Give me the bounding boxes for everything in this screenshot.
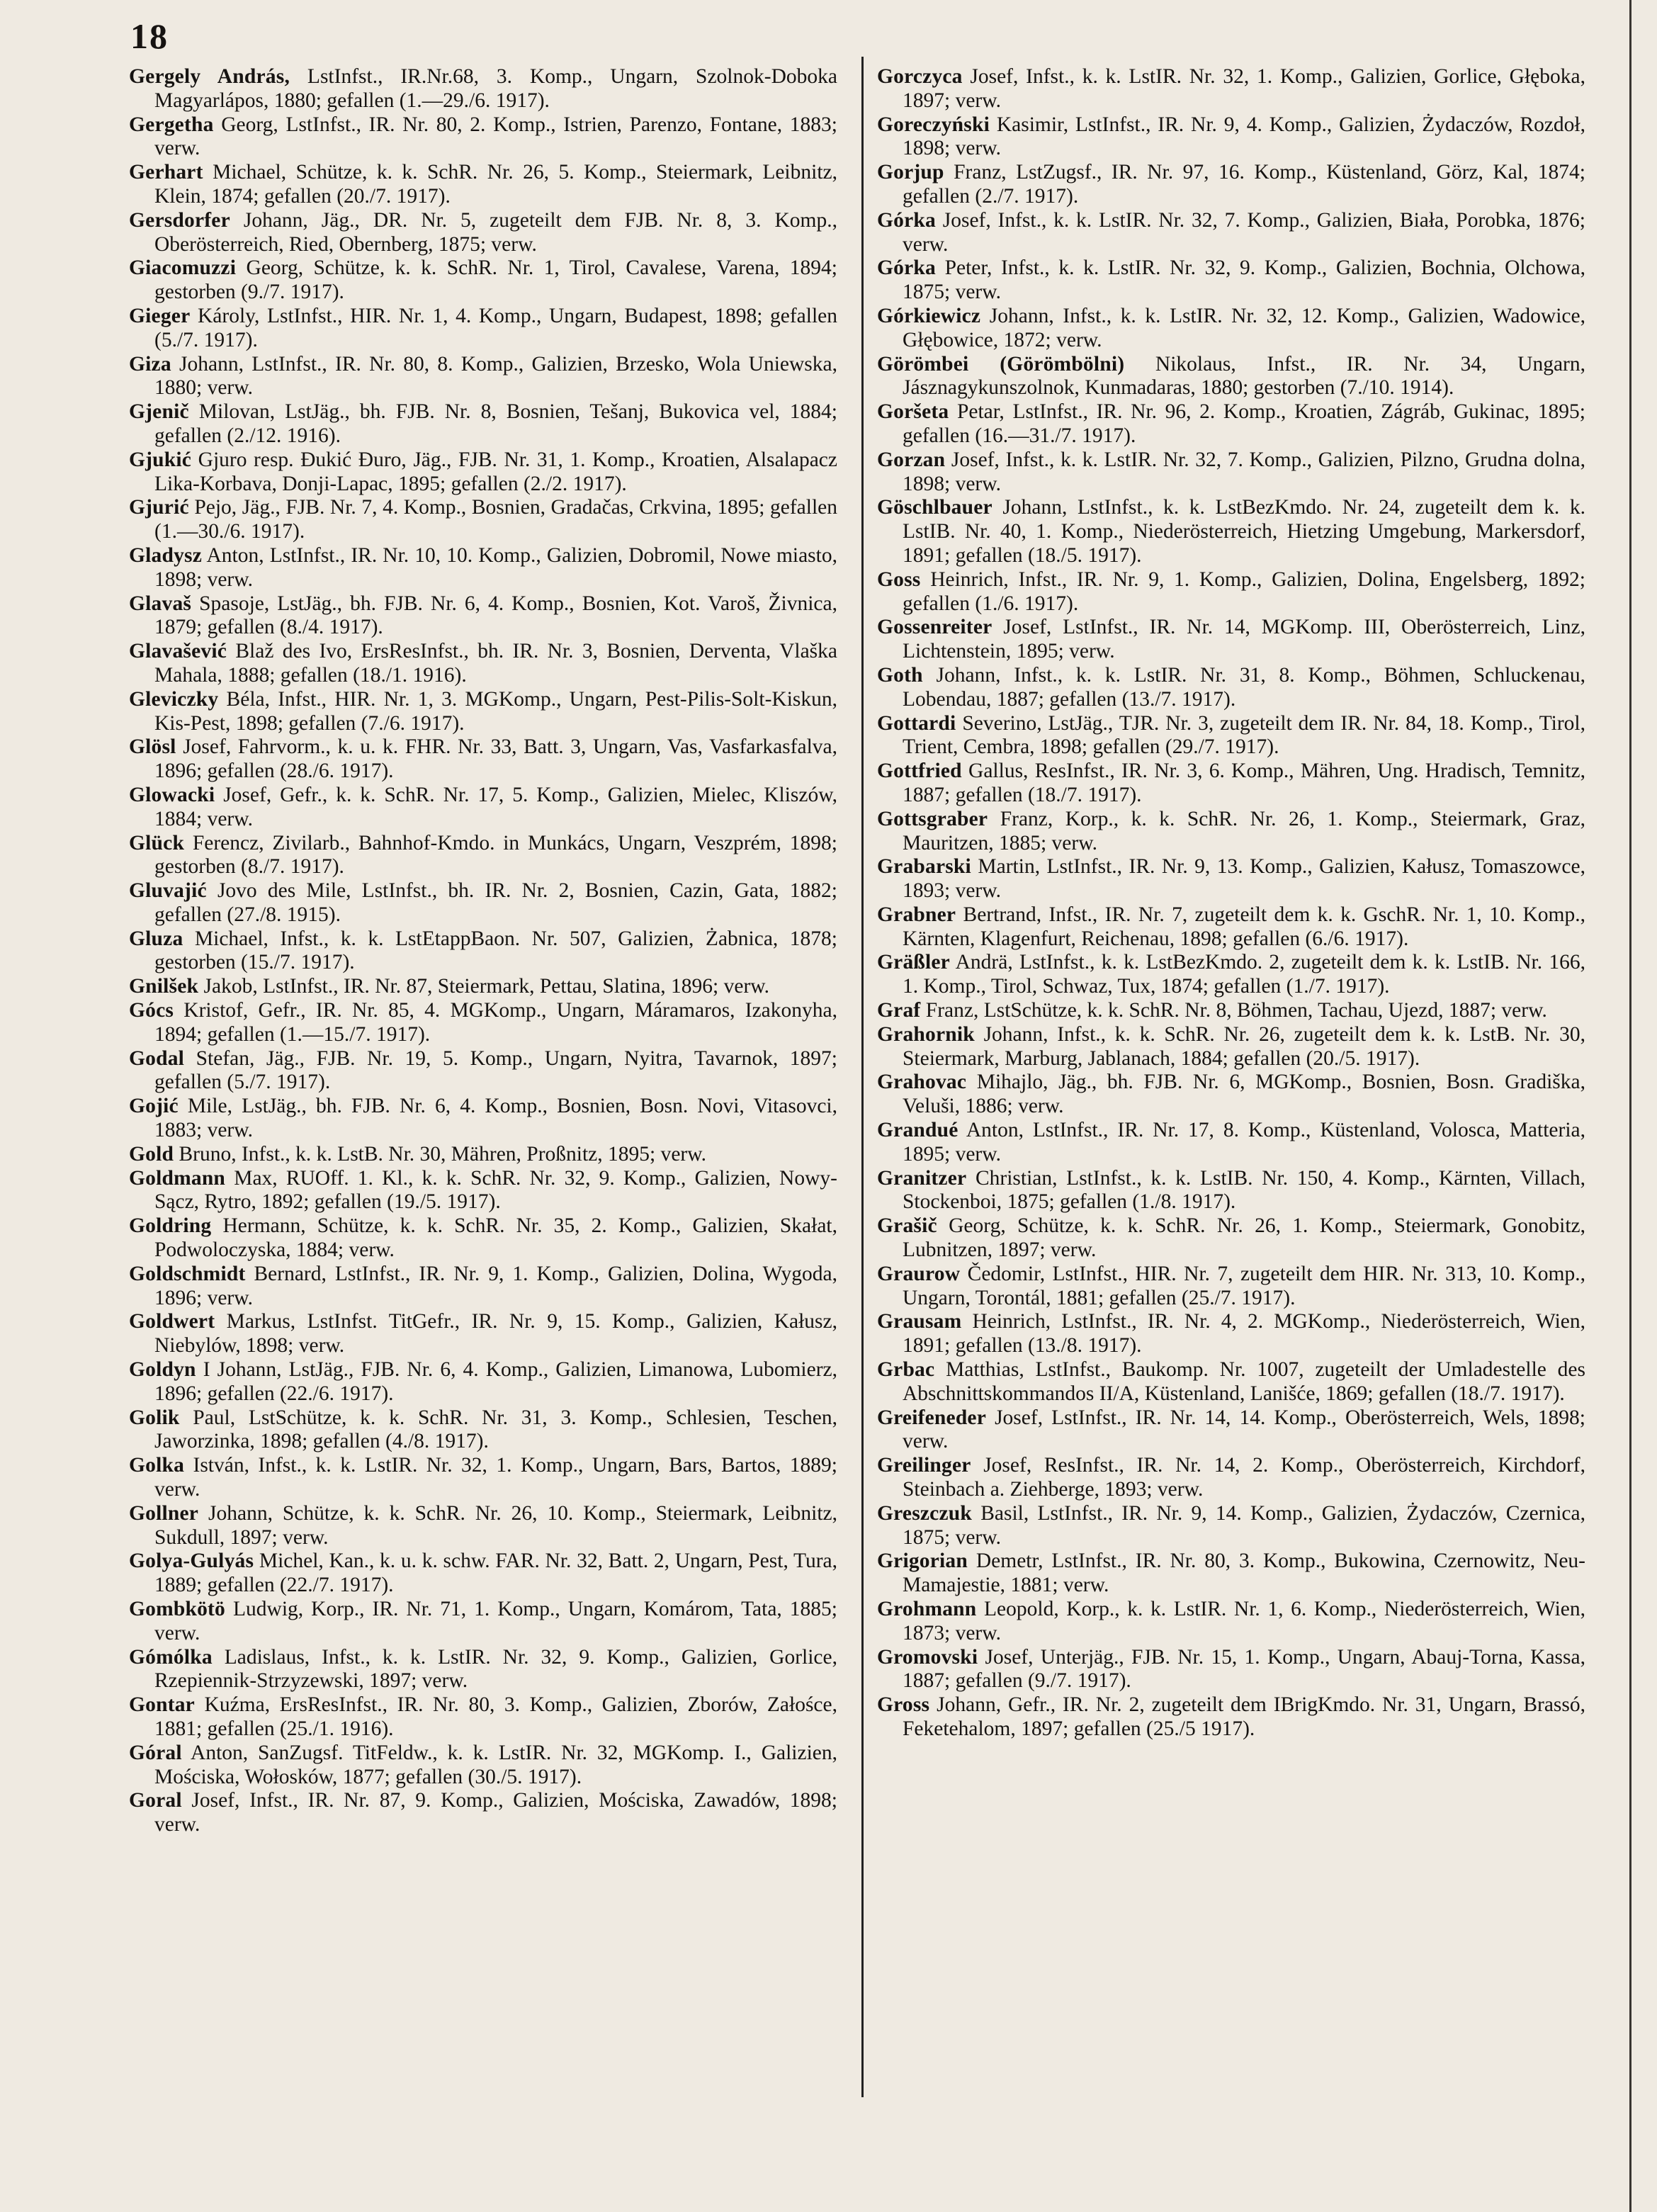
entry-details: Georg, LstInfst., IR. Nr. 80, 2. Komp., Istrien, Parenzo, Fontane, 1883; verw. — [154, 113, 837, 160]
entry-surname: Golka — [129, 1454, 185, 1477]
register-entry — [877, 1693, 1585, 1742]
register-entry — [877, 664, 1585, 712]
entry-details: Hermann, Schütze, k. k. SchR. Nr. 35, 2. Komp., Galizien, Skałat, Podwoloczyska, 1884; verw. — [154, 1214, 837, 1262]
entry-surname: Górka — [877, 208, 936, 232]
entry-surname: Grahornik — [877, 1022, 975, 1046]
entry-surname: Glück — [129, 831, 185, 854]
register-entry — [877, 1214, 1585, 1263]
entry-surname: Gjurić — [129, 496, 189, 519]
entry-details: Josef, Infst., k. k. LstIR. Nr. 32, 7. Komp., Galizien, Pilzno, Grudna dolna, 1898; verw. — [903, 448, 1585, 495]
register-entry — [129, 1406, 837, 1455]
register-entry — [877, 1406, 1585, 1455]
entry-details: Peter, Infst., k. k. LstIR. Nr. 32, 9. Komp., Galizien, Bochnia, Olchowa, 1875; verw. — [903, 256, 1585, 304]
entry-surname: Gleviczky — [129, 687, 219, 711]
register-entry — [129, 592, 837, 641]
register-entry — [877, 305, 1585, 353]
entry-details: Christian, LstInfst., k. k. LstIB. Nr. 150, 4. Komp., Kärnten, Villach, Stockenboi, 1875; gefallen (1./8. 1917). — [903, 1166, 1585, 1214]
register-entry — [877, 353, 1585, 401]
entry-surname: Gnilšek — [129, 975, 199, 998]
entry-surname: Gontar — [129, 1693, 195, 1717]
entry-details: Kasimir, LstInfst., IR. Nr. 9, 4. Komp., Galizien, Żydaczów, Rozdoł, 1898; verw. — [903, 113, 1585, 160]
register-entry — [877, 496, 1585, 568]
entry-surname: Granitzer — [877, 1166, 967, 1190]
entry-surname: Gergetha — [129, 113, 214, 136]
entry-surname: Gold — [129, 1142, 174, 1166]
register-entry — [877, 448, 1585, 497]
entry-surname: Gojić — [129, 1095, 179, 1118]
entry-surname: Gorzan — [877, 448, 946, 471]
page-number: 18 — [130, 16, 169, 56]
register-entry — [877, 760, 1585, 808]
left-column — [129, 65, 837, 1837]
register-entry — [877, 1358, 1585, 1406]
entry-surname: Grbac — [877, 1358, 935, 1382]
register-entry — [877, 999, 1585, 1023]
entry-surname: Gergely András, — [129, 65, 290, 88]
entry-details: Jovo des Mile, LstInfst., bh. IR. Nr. 2, Bosnien, Cazin, Gata, 1882; gefallen (27./8. 1915). — [154, 879, 837, 926]
register-entry — [129, 735, 837, 784]
register-entry — [129, 305, 837, 353]
register-entry — [129, 688, 837, 736]
entry-details: Mile, LstJäg., bh. FJB. Nr. 6, 4. Komp., Bosnien, Bosn. Novi, Vitasovci, 1883; verw. — [154, 1095, 837, 1142]
entry-surname: Górkiewicz — [877, 304, 981, 327]
entry-surname: Gross — [877, 1693, 930, 1717]
entry-details: Ferencz, Zivilarb., Bahnhof-Kmdo. in Munkács, Ungarn, Veszprém, 1898; gestorben (8./7. 1917). — [154, 831, 837, 879]
register-entry — [877, 1454, 1585, 1502]
register-entry — [129, 1789, 837, 1837]
register-entry — [129, 1598, 837, 1646]
register-entry — [129, 640, 837, 688]
register-entry — [129, 1742, 837, 1790]
entry-surname: Goldschmidt — [129, 1262, 246, 1285]
entry-surname: Greilinger — [877, 1454, 971, 1477]
entry-surname: Gócs — [129, 999, 174, 1022]
register-entry — [129, 65, 837, 113]
register-entry — [129, 448, 837, 497]
entry-details: Franz, LstZugsf., IR. Nr. 97, 16. Komp., Küstenland, Görz, Kal, 1874; gefallen (2./7. 1917). — [903, 161, 1585, 208]
entry-surname: Grausam — [877, 1310, 962, 1333]
entry-surname: Gromovski — [877, 1645, 978, 1669]
entry-details: Josef, Infst., k. k. LstIR. Nr. 32, 7. Komp., Galizien, Biała, Porobka, 1876; verw. — [903, 208, 1585, 256]
register-entry — [129, 879, 837, 927]
register-entry — [877, 113, 1585, 162]
entry-details: Johann, Jäg., DR. Nr. 5, zugeteilt dem FJB. Nr. 8, 3. Komp., Oberösterreich, Ried, Obernberg, 1875; verw. — [154, 208, 837, 256]
entry-surname: Göschlbauer — [877, 496, 992, 519]
register-entry — [129, 1214, 837, 1263]
entry-details: Anton, SanZugsf. TitFeldw., k. k. LstIR. Nr. 32, MGKomp. I., Galizien, Mościska, Wołosków, 1877; gefallen (30./5. 1917). — [154, 1741, 837, 1788]
register-entry — [129, 1693, 837, 1742]
column-divider — [861, 57, 864, 2097]
page-edge-rule — [1629, 0, 1631, 2212]
entry-surname: Gossenreiter — [877, 616, 992, 639]
register-entry — [129, 927, 837, 976]
register-entry — [129, 975, 837, 999]
entry-surname: Grabner — [877, 903, 956, 926]
entry-details: Johann, Schütze, k. k. SchR. Nr. 26, 10. Komp., Steiermark, Leibnitz, Sukdull, 1897; verw. — [154, 1501, 837, 1549]
entry-surname: Godal — [129, 1046, 185, 1070]
entry-surname: Glowacki — [129, 783, 215, 806]
entry-surname: Gjukić — [129, 448, 192, 471]
register-entry — [129, 161, 837, 209]
entry-details: Georg, Schütze, k. k. SchR. Nr. 1, Tirol, Cavalese, Varena, 1894; gestorben (9./7. 1917). — [154, 256, 837, 304]
entry-details: Leopold, Korp., k. k. LstIR. Nr. 1, 6. Komp., Niederösterreich, Wien, 1873; verw. — [903, 1598, 1585, 1644]
register-entry — [877, 903, 1585, 952]
entry-surname: Glavaš — [129, 592, 192, 615]
entry-surname: Grohmann — [877, 1598, 977, 1620]
entry-details: Bruno, Infst., k. k. LstB. Nr. 30, Mähren, Proßnitz, 1895; verw. — [174, 1142, 707, 1166]
entry-details: Kuźma, ErsResInfst., IR. Nr. 80, 3. Komp., Galizien, Zborów, Załośce, 1881; gefallen (25./1. 1916). — [154, 1693, 837, 1740]
entry-details: István, Infst., k. k. LstIR. Nr. 32, 1. Komp., Ungarn, Bars, Bartos, 1889; verw. — [154, 1454, 837, 1501]
entry-surname: Grašič — [877, 1214, 937, 1238]
entry-details: Georg, Schütze, k. k. SchR. Nr. 26, 1. Komp., Steiermark, Gonobitz, Lubnitzen, 1897; verw. — [903, 1214, 1585, 1262]
entry-details: Stefan, Jäg., FJB. Nr. 19, 5. Komp., Ungarn, Nyitra, Tavarnok, 1897; gefallen (5./7. 1917). — [154, 1046, 837, 1094]
entry-details: LstInfst., IR.Nr.68, 3. Komp., Ungarn, Szolnok-Doboka Magyarlápos, 1880; gefallen (1.—29./6. 1917). — [154, 65, 837, 112]
entry-surname: Gerhart — [129, 161, 203, 184]
entry-surname: Goldring — [129, 1214, 212, 1238]
register-entry — [877, 161, 1585, 209]
entry-details: Severino, LstJäg., TJR. Nr. 3, zugeteilt dem IR. Nr. 84, 18. Komp., Tirol, Trient, Cembra, 1898; gefallen (29./7. 1917). — [903, 711, 1585, 759]
register-entry — [129, 1358, 837, 1406]
register-entry — [129, 1047, 837, 1095]
entry-details: Josef, LstInfst., IR. Nr. 14, MGKomp. III, Oberösterreich, Linz, Lichtenstein, 1895; verw. — [903, 616, 1585, 663]
entry-details: Matthias, LstInfst., Baukomp. Nr. 1007, zugeteilt der Umladestelle des Abschnittskommandos II/A, Küstenland, Lanišće, 1869; gefallen (18./7. 1917). — [903, 1358, 1585, 1405]
entry-details: Paul, LstSchütze, k. k. SchR. Nr. 31, 3. Komp., Schlesien, Teschen, Jaworzinka, 1898; gefallen (4./8. 1917). — [154, 1406, 837, 1453]
register-entry — [877, 209, 1585, 257]
entry-surname: Goldmann — [129, 1166, 226, 1190]
register-entry — [129, 999, 837, 1047]
register-entry — [877, 400, 1585, 448]
entry-details: Petar, LstInfst., IR. Nr. 96, 2. Komp., Kroatien, Zágráb, Gukinac, 1895; gefallen (16.—31./7. 1917). — [903, 400, 1585, 447]
register-entry — [129, 832, 837, 880]
register-entry — [129, 1095, 837, 1143]
entry-surname: Gieger — [129, 304, 191, 327]
entry-details: Károly, LstInfst., HIR. Nr. 1, 4. Komp., Ungarn, Budapest, 1898; gefallen (5./7. 1917). — [154, 304, 837, 351]
register-entry — [877, 1598, 1585, 1646]
entry-details: Ladislaus, Infst., k. k. LstIR. Nr. 32, 9. Komp., Galizien, Gorlice, Rzepiennik-Strzyzewski, 1897; verw. — [154, 1645, 837, 1693]
entry-surname: Greszczuk — [877, 1501, 972, 1525]
entry-details: Josef, ResInfst., IR. Nr. 14, 2. Komp., Oberösterreich, Kirchdorf, Steinbach a. Ziehberge, 1893; verw. — [903, 1454, 1585, 1501]
register-entry — [877, 1263, 1585, 1311]
entry-surname: Glösl — [129, 735, 176, 759]
register-entry — [877, 568, 1585, 616]
entry-details: Johann, Infst., k. k. SchR. Nr. 26, zugeteilt dem k. k. LstB. Nr. 30, Steiermark, Marburg, Jablanach, 1884; gefallen (20./5. 1917). — [903, 1022, 1585, 1070]
entry-details: Michael, Schütze, k. k. SchR. Nr. 26, 5. Komp., Steiermark, Leibnitz, Klein, 1874; gefallen (20./7. 1917). — [154, 161, 837, 208]
entry-surname: Grabarski — [877, 855, 971, 879]
entry-details: Ludwig, Korp., IR. Nr. 71, 1. Komp., Ungarn, Komárom, Tata, 1885; verw. — [154, 1598, 837, 1644]
register-entry — [877, 1310, 1585, 1358]
entry-details: I Johann, LstJäg., FJB. Nr. 6, 4. Komp., Galizien, Limanowa, Lubomierz, 1896; gefallen (22./6. 1917). — [154, 1358, 837, 1405]
register-entry — [129, 1550, 837, 1598]
entry-surname: Golya-Gulyás — [129, 1550, 254, 1573]
register-entry — [129, 1263, 837, 1311]
register-entry — [877, 808, 1585, 856]
entry-surname: Gluza — [129, 927, 183, 950]
entry-details: Gallus, ResInfst., IR. Nr. 3, 6. Komp., Mähren, Ung. Hradisch, Temnitz, 1887; gefallen (18./7. 1917). — [903, 760, 1585, 806]
entry-surname: Gorczyca — [877, 65, 963, 88]
entry-surname: Goral — [129, 1789, 182, 1812]
entry-surname: Gollner — [129, 1501, 199, 1525]
entry-surname: Grandué — [877, 1119, 958, 1142]
entry-details: Markus, LstInfst. TitGefr., IR. Nr. 9, 15. Komp., Galizien, Kałusz, Niebylów, 1898; verw. — [154, 1310, 837, 1358]
register-entry — [129, 209, 837, 257]
entry-details: Martin, LstInfst., IR. Nr. 9, 13. Komp., Galizien, Kałusz, Tomaszowce, 1893; verw. — [903, 855, 1585, 903]
right-column — [877, 65, 1585, 1742]
entry-surname: Góral — [129, 1741, 182, 1764]
entry-surname: Gottsgraber — [877, 807, 988, 830]
entry-details: Heinrich, LstInfst., IR. Nr. 4, 2. MGKomp., Niederösterreich, Wien, 1891; gefallen (13./8. 1917). — [903, 1310, 1585, 1358]
entry-details: Jakob, LstInfst., IR. Nr. 87, Steiermark, Pettau, Slatina, 1896; verw. — [198, 975, 770, 998]
entry-details: Josef, Infst., IR. Nr. 87, 9. Komp., Galizien, Mościska, Zawadów, 1898; verw. — [154, 1789, 837, 1836]
register-entry — [129, 496, 837, 544]
register-entry — [877, 1167, 1585, 1215]
entry-details: Johann, Infst., k. k. LstIR. Nr. 31, 8. Komp., Böhmen, Schluckenau, Lobendau, 1887; gefallen (13./7. 1917). — [903, 663, 1585, 711]
entry-surname: Grigorian — [877, 1550, 968, 1573]
entry-surname: Grahovac — [877, 1071, 967, 1094]
entry-details: Josef, Gefr., k. k. SchR. Nr. 17, 5. Komp., Galizien, Mielec, Kliszów, 1884; verw. — [154, 783, 837, 830]
entry-details: Johann, LstInfst., k. k. LstBezKmdo. Nr. 24, zugeteilt dem k. k. LstIB. Nr. 40, 1. Komp., Niederösterreich, Hietzing Umgebung, Markersdorf, 1891; gefallen (18./5. 1917). — [903, 496, 1585, 567]
register-entry — [129, 353, 837, 401]
entry-details: Heinrich, Infst., IR. Nr. 9, 1. Komp., Galizien, Dolina, Engelsberg, 1892; gefallen (1./6. 1917). — [903, 568, 1585, 615]
entry-surname: Giacomuzzi — [129, 256, 237, 280]
entry-surname: Goldwert — [129, 1310, 215, 1333]
entry-details: Franz, Korp., k. k. SchR. Nr. 26, 1. Komp., Steiermark, Graz, Mauritzen, 1885; verw. — [903, 807, 1585, 854]
entry-details: Johann, Gefr., IR. Nr. 2, zugeteilt dem IBrigKmdo. Nr. 31, Ungarn, Brassó, Feketehalom, 1897; gefallen (25./5 1917). — [903, 1693, 1585, 1740]
entry-details: Blaž des Ivo, ErsResInfst., bh. IR. Nr. 3, Bosnien, Derventa, Vlaška Mahala, 1888; gefallen (18./1. 1916). — [154, 640, 837, 687]
register-entry — [129, 113, 837, 162]
entry-details: Kristof, Gefr., IR. Nr. 85, 4. MGKomp., Ungarn, Máramaros, Izakonyha, 1894; gefallen (1.—15./7. 1917). — [154, 999, 837, 1046]
register-entry — [877, 1023, 1585, 1071]
register-entry — [129, 1143, 837, 1167]
entry-surname: Golik — [129, 1406, 180, 1429]
entry-details: Johann, LstInfst., IR. Nr. 80, 8. Komp., Galizien, Brzesko, Wola Uniewska, 1880; verw. — [154, 352, 837, 400]
entry-details: Johann, Infst., k. k. LstIR. Nr. 32, 12. Komp., Galizien, Wadowice, Głębowice, 1872; verw. — [903, 304, 1585, 351]
entry-surname: Goldyn — [129, 1358, 196, 1382]
entry-surname: Glavašević — [129, 640, 227, 663]
entry-details: Josef, Fahrvorm., k. u. k. FHR. Nr. 33, Batt. 3, Ungarn, Vas, Vasfarkasfalva, 1896; gefallen (28./6. 1917). — [154, 735, 837, 783]
entry-surname: Gombkötö — [129, 1598, 226, 1620]
entry-surname: Górka — [877, 256, 936, 280]
register-entry — [877, 855, 1585, 903]
entry-details: Gjuro resp. Đukić Đuro, Jäg., FJB. Nr. 31, 1. Komp., Kroatien, Alsalapacz Lika-Korbava, Donji-Lapac, 1895; gefallen (2./2. 1917). — [154, 448, 837, 495]
entry-surname: Graurow — [877, 1262, 961, 1285]
entry-details: Franz, LstSchütze, k. k. SchR. Nr. 8, Böhmen, Tachau, Ujezd, 1887; verw. — [920, 999, 1547, 1022]
register-entry — [129, 1167, 837, 1215]
register-entry — [877, 65, 1585, 113]
entry-surname: Giza — [129, 352, 171, 376]
entry-surname: Graf — [877, 999, 921, 1022]
register-entry — [877, 951, 1585, 999]
register-entry — [877, 712, 1585, 760]
register-entry — [129, 544, 837, 592]
entry-details: Josef, LstInfst., IR. Nr. 14, 14. Komp., Oberösterreich, Wels, 1898; verw. — [903, 1406, 1585, 1453]
register-entry — [877, 1071, 1585, 1119]
entry-surname: Gladysz — [129, 543, 203, 567]
entry-details: Michael, Infst., k. k. LstEtappBaon. Nr. 507, Galizien, Żabnica, 1878; gestorben (15./7. 1917). — [154, 927, 837, 974]
register-entry — [877, 616, 1585, 664]
entry-details: Max, RUOff. 1. Kl., k. k. SchR. Nr. 32, 9. Komp., Galizien, Nowy-Sącz, Rytro, 1892; gefallen (19./5. 1917). — [154, 1166, 837, 1214]
entry-surname: Gluvajić — [129, 879, 207, 903]
entry-details: Andrä, LstInfst., k. k. LstBezKmdo. 2, zugeteilt dem k. k. LstIB. Nr. 166, 1. Komp., Tirol, Schwaz, Tux, 1874; gefallen (1./7. 1917). — [903, 951, 1585, 998]
entry-details: Mihajlo, Jäg., bh. FJB. Nr. 6, MGKomp., Bosnien, Bosn. Gradiška, Veluši, 1886; verw. — [903, 1071, 1585, 1118]
entry-surname: Gersdorfer — [129, 208, 230, 232]
entry-surname: Goršeta — [877, 400, 949, 424]
entry-details: Bernard, LstInfst., IR. Nr. 9, 1. Komp., Galizien, Dolina, Wygoda, 1896; verw. — [154, 1262, 837, 1309]
register-entry — [877, 1502, 1585, 1550]
entry-surname: Görömbei (Görömbölni) — [877, 352, 1125, 376]
entry-surname: Gorjup — [877, 161, 944, 184]
register-entry — [129, 1454, 837, 1502]
register-entry — [129, 1646, 837, 1694]
register-entry — [129, 1310, 837, 1358]
register-entry — [877, 1119, 1585, 1167]
entry-details: Josef, Unterjäg., FJB. Nr. 15, 1. Komp., Ungarn, Abauj-Torna, Kassa, 1887; gefallen (9./7. 1917). — [903, 1645, 1585, 1693]
entry-details: Pejo, Jäg., FJB. Nr. 7, 4. Komp., Bosnien, Gradačas, Crkvina, 1895; gefallen (1.—30./6. 1917). — [154, 496, 837, 543]
entry-surname: Gottfried — [877, 760, 962, 783]
register-entry — [129, 400, 837, 448]
entry-details: Bertrand, Infst., IR. Nr. 7, zugeteilt dem k. k. GschR. Nr. 1, 10. Komp., Kärnten, Klagenfurt, Reichenau, 1898; gefallen (6./6. 1917). — [903, 903, 1585, 950]
entry-details: Béla, Infst., HIR. Nr. 1, 3. MGKomp., Ungarn, Pest-Pilis-Solt-Kiskun, Kis-Pest, 1898; gefallen (7./6. 1917). — [154, 687, 837, 735]
entry-details: Čedomir, LstInfst., HIR. Nr. 7, zugeteilt dem HIR. Nr. 313, 10. Komp., Ungarn, Torontál, 1881; gefallen (25./7. 1917). — [903, 1262, 1585, 1309]
entry-details: Anton, LstInfst., IR. Nr. 17, 8. Komp., Küstenland, Volosca, Matteria, 1895; verw. — [903, 1119, 1585, 1166]
register-entry — [129, 256, 837, 305]
entry-surname: Gottardi — [877, 711, 956, 735]
register-entry — [877, 256, 1585, 305]
entry-surname: Goreczyński — [877, 113, 990, 136]
register-entry — [877, 1646, 1585, 1694]
entry-details: Nikolaus, Infst., IR. Nr. 34, Ungarn, Jásznagykunszolnok, Kunmadaras, 1880; gestorben (7./10. 1914). — [903, 352, 1585, 400]
register-entry — [129, 784, 837, 832]
register-entry — [129, 1502, 837, 1550]
entry-surname: Greifeneder — [877, 1406, 987, 1429]
entry-details: Josef, Infst., k. k. LstIR. Nr. 32, 1. Komp., Galizien, Gorlice, Głęboka, 1897; verw. — [903, 65, 1585, 112]
entry-details: Basil, LstInfst., IR. Nr. 9, 14. Komp., Galizien, Żydaczów, Czernica, 1875; verw. — [903, 1501, 1585, 1549]
entry-details: Michel, Kan., k. u. k. schw. FAR. Nr. 32, Batt. 2, Ungarn, Pest, Tura, 1889; gefallen (22./7. 1917). — [154, 1550, 837, 1597]
entry-surname: Gjenič — [129, 400, 189, 424]
register-entry — [877, 1550, 1585, 1598]
entry-details: Milovan, LstJäg., bh. FJB. Nr. 8, Bosnien, Tešanj, Bukovica vel, 1884; gefallen (2./12. 1916). — [154, 400, 837, 447]
entry-surname: Gómólka — [129, 1645, 213, 1669]
entry-details: Demetr, LstInfst., IR. Nr. 80, 3. Komp., Bukowina, Czernowitz, Neu-Mamajestie, 1881; verw. — [903, 1550, 1585, 1597]
entry-details: Anton, LstInfst., IR. Nr. 10, 10. Komp., Galizien, Dobromil, Nowe miasto, 1898; verw. — [154, 543, 837, 591]
entry-surname: Goth — [877, 663, 923, 687]
entry-surname: Goss — [877, 568, 921, 591]
entry-details: Spasoje, LstJäg., bh. FJB. Nr. 6, 4. Komp., Bosnien, Kot. Varoš, Živnica, 1879; gefallen (8./4. 1917). — [154, 592, 837, 639]
entry-surname: Gräßler — [877, 951, 950, 974]
